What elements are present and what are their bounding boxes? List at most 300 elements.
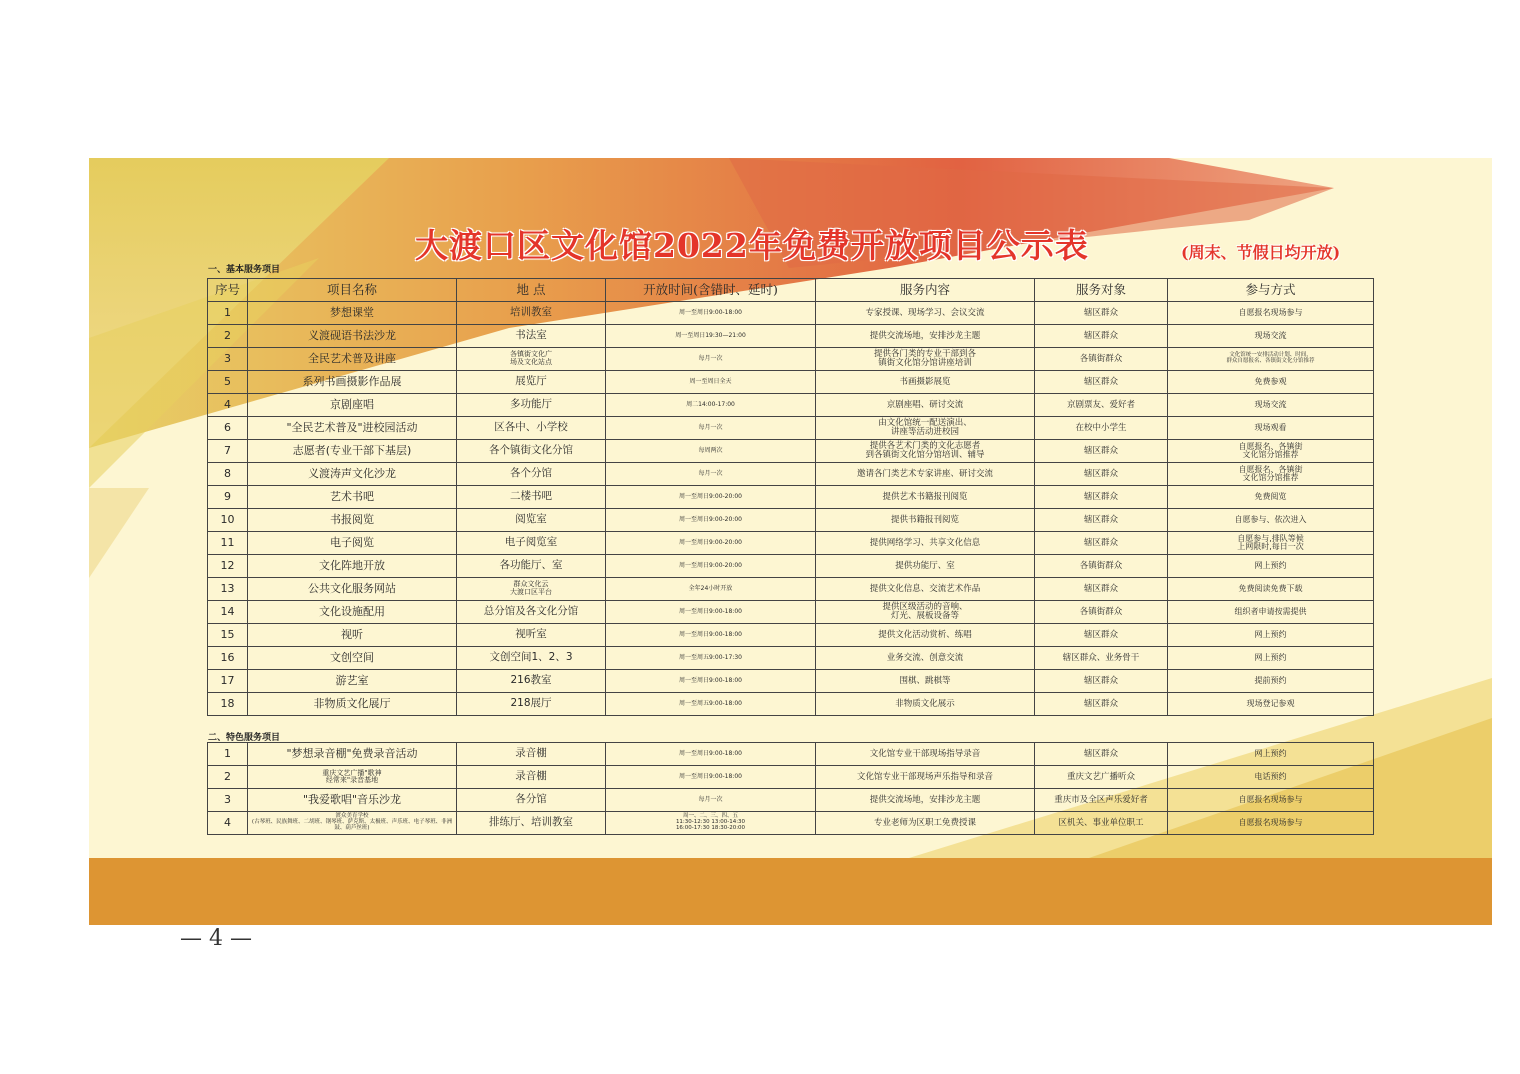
cell-service — [816, 789, 1035, 812]
cell-location — [457, 325, 606, 348]
cell-name — [248, 348, 457, 371]
cell-name — [248, 789, 457, 812]
cell-participation — [1168, 532, 1374, 555]
cell-service — [816, 417, 1035, 440]
cell-audience-text: 重庆市及全区声乐爱好者 — [1054, 794, 1148, 805]
cell-audience — [1035, 486, 1168, 509]
cell-name-text: 京剧座唱 — [330, 398, 374, 412]
cell-location — [457, 693, 606, 716]
cell-participation-text: 免费阅读免费下载 — [1238, 583, 1303, 593]
cell-name-text: 文化阵地开放 — [319, 559, 385, 573]
cell-hours-text: 周一至周日9:00-20:00 — [679, 492, 742, 500]
header-service: 服务内容 — [816, 279, 1035, 302]
cell-audience — [1035, 555, 1168, 578]
cell-participation-text: 提前预约 — [1254, 675, 1287, 685]
cell-hours — [606, 417, 816, 440]
cell-service-text: 邀请各门类艺术专家讲座、研讨交流 — [856, 468, 993, 479]
cell-no-text: 18 — [220, 697, 235, 711]
table-row — [208, 509, 1374, 532]
table-row — [208, 371, 1374, 394]
cell-no — [208, 532, 248, 555]
cell-location — [457, 509, 606, 532]
cell-audience-text: 辖区群众 — [1083, 748, 1118, 759]
cell-no-text: 1 — [224, 747, 231, 761]
cell-audience — [1035, 601, 1168, 624]
cell-participation-text: 自愿报名现场参与 — [1238, 794, 1303, 804]
cell-service — [816, 463, 1035, 486]
cell-participation-text: 免费阅览 — [1254, 491, 1287, 501]
table-row — [208, 486, 1374, 509]
cell-service-text: 文化馆专业干部现场指导录音 — [869, 748, 981, 759]
cell-audience — [1035, 371, 1168, 394]
table-row — [208, 440, 1374, 463]
cell-participation — [1168, 394, 1374, 417]
cell-location-text: 各个镇街文化分馆 — [489, 444, 573, 457]
cell-service-text: 由文化馆统一配送演出、 讲座等活动进校园 — [878, 418, 972, 437]
cell-hours-text: 周一至周日9:00-18:00 — [679, 676, 742, 684]
cell-participation — [1168, 325, 1374, 348]
cell-location-text: 视听室 — [515, 628, 547, 641]
cell-location — [457, 417, 606, 440]
cell-location — [457, 601, 606, 624]
cell-participation-text: 网上预约 — [1254, 652, 1287, 662]
cell-participation-text: 电话预约 — [1254, 771, 1287, 781]
cell-no — [208, 601, 248, 624]
cell-hours — [606, 440, 816, 463]
cell-service — [816, 371, 1035, 394]
cell-name — [248, 463, 457, 486]
cell-participation — [1168, 417, 1374, 440]
cell-participation-text: 组织者申请按需提供 — [1234, 606, 1307, 616]
cell-hours-text: 每周两次 — [698, 446, 723, 454]
poster-board — [89, 158, 1492, 925]
cell-hours-text: 周二14:00-17:00 — [686, 400, 735, 408]
basic-services-table — [207, 278, 1374, 716]
cell-audience-text: 区机关、事业单位职工 — [1058, 817, 1144, 828]
cell-service-text: 提供各艺术门类的文化志愿者 到各镇街文化馆分馆培训、辅导 — [865, 441, 985, 460]
cell-participation — [1168, 348, 1374, 371]
cell-hours — [606, 463, 816, 486]
cell-hours-text: 每月一次 — [698, 469, 723, 477]
cell-name — [248, 647, 457, 670]
cell-no — [208, 693, 248, 716]
cell-location — [457, 486, 606, 509]
cell-name — [248, 394, 457, 417]
cell-name — [248, 601, 457, 624]
cell-name-text: 渡众美育学校 (古琴班、民族舞班、二胡班、钢琴班、萨克斯、太极班、声乐班、电子琴班、非洲鼓、葫芦丝班) — [251, 813, 453, 831]
cell-hours — [606, 578, 816, 601]
cell-location-text: 阅览室 — [515, 513, 547, 526]
cell-hours — [606, 302, 816, 325]
cell-service-text: 提供交流场地，安排沙龙主题 — [869, 330, 981, 341]
cell-location — [457, 766, 606, 789]
cell-service — [816, 486, 1035, 509]
cell-no-text: 2 — [224, 770, 231, 784]
cell-audience-text: 辖区群众、业务骨干 — [1062, 652, 1140, 663]
cell-name — [248, 532, 457, 555]
cell-name — [248, 670, 457, 693]
cell-service — [816, 555, 1035, 578]
table-row — [208, 693, 1374, 716]
cell-location-text: 各个分馆 — [510, 467, 552, 480]
cell-participation — [1168, 463, 1374, 486]
cell-name — [248, 693, 457, 716]
cell-participation-text: 自愿参与、依次进入 — [1234, 514, 1307, 524]
table-header-row — [208, 279, 1374, 302]
cell-audience-text: 辖区群众 — [1083, 629, 1118, 640]
cell-hours-text: 周一至周日9:00-18:00 — [679, 749, 742, 757]
cell-audience-text: 辖区群众 — [1083, 675, 1118, 686]
cell-location-text: 总分馆及各文化分馆 — [483, 605, 579, 618]
cell-audience — [1035, 693, 1168, 716]
cell-hours-text: 全年24小时开放 — [688, 584, 733, 592]
cell-audience-text: 辖区群众 — [1083, 491, 1118, 502]
cell-name — [248, 302, 457, 325]
cell-name — [248, 766, 457, 789]
cell-participation — [1168, 371, 1374, 394]
cell-hours-text: 周一至周日9:00-20:00 — [679, 538, 742, 546]
cell-location-text: 216教室 — [510, 674, 552, 687]
poster-title: 大渡口区文化馆2022年免费开放项目公示表 — [415, 226, 1089, 265]
cell-audience — [1035, 743, 1168, 766]
cell-audience-text: 辖区群众 — [1083, 468, 1118, 479]
cell-no-text: 8 — [224, 467, 231, 481]
cell-participation-text: 自愿报名、各镇街 文化馆分馆推荐 — [1238, 464, 1303, 482]
cell-hours — [606, 601, 816, 624]
cell-name-text: 电子阅览 — [330, 536, 374, 550]
cell-audience — [1035, 417, 1168, 440]
cell-no — [208, 670, 248, 693]
cell-service — [816, 693, 1035, 716]
cell-service-text: 提供文化信息、交流艺术作品 — [869, 583, 981, 594]
cell-audience-text: 辖区群众 — [1083, 698, 1118, 709]
table-row — [208, 394, 1374, 417]
cell-location — [457, 789, 606, 812]
cell-audience-text: 重庆文艺广播听众 — [1066, 771, 1135, 782]
cell-service-text: 非物质文化展示 — [895, 698, 955, 709]
cell-location-text: 电子阅览室 — [504, 536, 558, 549]
cell-location-text: 区各中、小学校 — [494, 421, 568, 434]
cell-hours-text: 周一至周日全天 — [689, 377, 732, 385]
cell-audience-text: 辖区群众 — [1083, 445, 1118, 456]
cell-audience-text: 辖区群众 — [1083, 514, 1118, 525]
cell-hours-text: 周一、二、三、四、五 11:30-12:30 13:00-14:30 16:00-17:30 18:30-20:00 — [675, 813, 746, 831]
cell-service-text: 提供网络学习、共享文化信息 — [869, 537, 981, 548]
cell-no — [208, 766, 248, 789]
cell-participation — [1168, 578, 1374, 601]
table-row — [208, 302, 1374, 325]
cell-service-text: 提供区级活动的音响、 灯光、展板设备等 — [882, 602, 968, 621]
cell-name — [248, 743, 457, 766]
cell-audience — [1035, 302, 1168, 325]
cell-participation-text: 现场观看 — [1254, 422, 1287, 432]
cell-service — [816, 670, 1035, 693]
cell-service-text: 围棋、跳棋等 — [899, 675, 951, 686]
cell-location — [457, 463, 606, 486]
cell-no-text: 9 — [224, 490, 231, 504]
cell-participation-text: 现场交流 — [1254, 399, 1287, 409]
cell-service — [816, 578, 1035, 601]
cell-location-text: 录音棚 — [515, 747, 547, 760]
header-name: 项目名称 — [248, 279, 457, 302]
cell-no-text: 3 — [224, 352, 231, 366]
cell-audience — [1035, 463, 1168, 486]
table-row — [208, 670, 1374, 693]
basic-table-body — [208, 302, 1374, 716]
cell-no — [208, 743, 248, 766]
table-row — [208, 532, 1374, 555]
cell-name — [248, 812, 457, 835]
section-basic-label: 一、基本服务项目 — [208, 265, 281, 275]
cell-audience-text: 辖区群众 — [1083, 307, 1118, 318]
cell-name-text: 视听 — [341, 628, 363, 642]
cell-participation-text: 自愿报名、各镇街 文化馆分馆推荐 — [1238, 441, 1303, 459]
cell-location-text: 218展厅 — [510, 697, 552, 710]
table-row — [208, 348, 1374, 371]
special-table-body — [208, 743, 1374, 835]
cell-location — [457, 555, 606, 578]
cell-name-text: 梦想课堂 — [330, 306, 374, 320]
cell-name — [248, 624, 457, 647]
cell-hours-text: 每月一次 — [698, 354, 723, 362]
cell-hours-text: 周一至周五9:00-17:30 — [679, 653, 742, 661]
poster-subtitle: (周末、节假日均开放) — [1181, 243, 1341, 262]
cell-audience — [1035, 812, 1168, 835]
cell-service-text: 专业老师为区职工免费授课 — [873, 817, 976, 828]
cell-no-text: 16 — [220, 651, 235, 665]
cell-name — [248, 417, 457, 440]
cell-no — [208, 371, 248, 394]
cell-hours-text: 周一至周日9:00-20:00 — [679, 515, 742, 523]
cell-hours — [606, 555, 816, 578]
cell-service-text: 提供交流场地，安排沙龙主题 — [869, 794, 981, 805]
cell-hours-text: 每月一次 — [698, 795, 723, 803]
cell-no-text: 2 — [224, 329, 231, 343]
cell-no — [208, 417, 248, 440]
cell-no-text: 15 — [220, 628, 235, 642]
table-row — [208, 417, 1374, 440]
cell-location-text: 录音棚 — [515, 770, 547, 783]
cell-audience — [1035, 789, 1168, 812]
cell-participation — [1168, 647, 1374, 670]
cell-no-text: 1 — [224, 306, 231, 320]
cell-service — [816, 601, 1035, 624]
cell-audience-text: 各镇街群众 — [1079, 606, 1123, 617]
cell-participation — [1168, 693, 1374, 716]
table-row — [208, 812, 1374, 835]
cell-participation — [1168, 486, 1374, 509]
cell-location — [457, 394, 606, 417]
cell-location-text: 培训教室 — [510, 306, 552, 319]
header-location: 地 点 — [457, 279, 606, 302]
cell-hours-text: 周一至周日9:00-20:00 — [679, 561, 742, 569]
table-row — [208, 624, 1374, 647]
cell-participation — [1168, 440, 1374, 463]
cell-audience — [1035, 647, 1168, 670]
cell-participation — [1168, 601, 1374, 624]
cell-no-text: 17 — [220, 674, 235, 688]
cell-service-text: 提供书籍报刊阅览 — [890, 514, 959, 525]
cell-hours — [606, 670, 816, 693]
cell-service — [816, 766, 1035, 789]
cell-no — [208, 578, 248, 601]
cell-name-text: "我爱歌唱"音乐沙龙 — [302, 793, 402, 807]
cell-audience — [1035, 766, 1168, 789]
cell-no-text: 7 — [224, 444, 231, 458]
cell-no — [208, 348, 248, 371]
cell-participation — [1168, 789, 1374, 812]
cell-name — [248, 578, 457, 601]
cell-location — [457, 302, 606, 325]
cell-no — [208, 647, 248, 670]
cell-audience — [1035, 325, 1168, 348]
cell-participation — [1168, 302, 1374, 325]
cell-name-text: 文化设施配用 — [319, 605, 385, 619]
cell-audience-text: 辖区群众 — [1083, 376, 1118, 387]
cell-location — [457, 348, 606, 371]
table-row — [208, 555, 1374, 578]
cell-no-text: 14 — [220, 605, 235, 619]
cell-location-text: 各功能厅、室 — [499, 559, 563, 572]
section-special-label: 二、特色服务项目 — [208, 733, 281, 743]
table-row — [208, 601, 1374, 624]
cell-participation — [1168, 812, 1374, 835]
cell-hours — [606, 766, 816, 789]
cell-participation-text: 网上预约 — [1254, 560, 1287, 570]
cell-hours — [606, 624, 816, 647]
cell-no — [208, 325, 248, 348]
table-row — [208, 789, 1374, 812]
cell-hours-text: 周一至周日9:00-18:00 — [679, 772, 742, 780]
cell-no-text: 4 — [224, 398, 231, 412]
cell-audience — [1035, 509, 1168, 532]
table-row — [208, 647, 1374, 670]
cell-hours-text: 每月一次 — [698, 423, 723, 431]
cell-participation-text: 自愿报名现场参与 — [1238, 307, 1303, 317]
cell-location-text: 二楼书吧 — [510, 490, 552, 503]
cell-name-text: 志愿者(专业干部下基层) — [292, 444, 412, 458]
cell-name-text: 义渡砚语书法沙龙 — [308, 329, 396, 343]
cell-hours — [606, 325, 816, 348]
cell-participation — [1168, 743, 1374, 766]
cell-service — [816, 812, 1035, 835]
cell-no-text: 5 — [224, 375, 231, 389]
cell-location — [457, 812, 606, 835]
cell-participation-text: 网上预约 — [1254, 629, 1287, 639]
cell-hours — [606, 348, 816, 371]
cell-service — [816, 348, 1035, 371]
cell-hours-text: 周一至周日9:00-18:00 — [679, 308, 742, 316]
cell-participation — [1168, 555, 1374, 578]
cell-name-text: 全民艺术普及讲座 — [308, 352, 396, 366]
cell-service — [816, 325, 1035, 348]
cell-location — [457, 647, 606, 670]
cell-participation-text: 免费参观 — [1254, 376, 1287, 386]
cell-location — [457, 670, 606, 693]
cell-hours — [606, 532, 816, 555]
cell-service-text: 文化馆专业干部现场声乐指导和录音 — [856, 771, 993, 782]
header-participation: 参与方式 — [1168, 279, 1374, 302]
cell-hours — [606, 371, 816, 394]
table-row — [208, 463, 1374, 486]
cell-audience — [1035, 532, 1168, 555]
cell-audience — [1035, 394, 1168, 417]
cell-location-text: 各分馆 — [515, 793, 547, 806]
cell-audience — [1035, 440, 1168, 463]
cell-location-text: 展览厅 — [515, 375, 547, 388]
cell-name — [248, 440, 457, 463]
cell-audience-text: 京剧票友、爱好者 — [1066, 399, 1135, 410]
cell-audience — [1035, 348, 1168, 371]
cell-hours-text: 周一至周日9:00-18:00 — [679, 607, 742, 615]
cell-no-text: 13 — [220, 582, 235, 596]
cell-no — [208, 624, 248, 647]
cell-hours-text: 周一至周五9:00-18:00 — [679, 699, 742, 707]
cell-audience-text: 在校中小学生 — [1075, 422, 1127, 433]
cell-service — [816, 624, 1035, 647]
cell-service — [816, 532, 1035, 555]
cell-hours — [606, 647, 816, 670]
cell-no — [208, 394, 248, 417]
cell-no — [208, 486, 248, 509]
cell-name — [248, 509, 457, 532]
table-row — [208, 743, 1374, 766]
cell-audience — [1035, 624, 1168, 647]
cell-name — [248, 325, 457, 348]
cell-no-text: 11 — [220, 536, 235, 550]
special-services-table — [207, 742, 1374, 835]
cell-no-text: 4 — [224, 816, 231, 830]
cell-location-text: 书法室 — [515, 329, 547, 342]
cell-name-text: "全民艺术普及"进校园活动 — [286, 421, 418, 435]
cell-no-text: 6 — [224, 421, 231, 435]
header-hours: 开放时间(含错时、延时) — [606, 279, 816, 302]
cell-service — [816, 743, 1035, 766]
cell-name-text: 重庆文艺广播"歌神 经常来"录音基地 — [322, 768, 382, 784]
cell-location-text: 文创空间1、2、3 — [489, 651, 573, 664]
cell-hours — [606, 693, 816, 716]
cell-participation — [1168, 624, 1374, 647]
cell-name-text: 艺术书吧 — [330, 490, 374, 504]
cell-service-text: 书画摄影展览 — [899, 376, 951, 387]
page-number: — 4 — — [180, 926, 252, 951]
cell-service — [816, 394, 1035, 417]
cell-name — [248, 371, 457, 394]
cell-service-text: 提供功能厅、室 — [895, 560, 955, 571]
cell-audience — [1035, 578, 1168, 601]
cell-audience-text: 各镇街群众 — [1079, 353, 1123, 364]
cell-no-text: 3 — [224, 793, 231, 807]
cell-service-text: 专家授课、现场学习、会议交流 — [865, 307, 985, 318]
cell-service-text: 业务交流、创意交流 — [886, 652, 964, 663]
cell-no — [208, 555, 248, 578]
cell-hours-text: 周一至周日9:00-18:00 — [679, 630, 742, 638]
cell-name-text: "梦想录音棚"免费录音活动 — [286, 747, 418, 761]
cell-service — [816, 440, 1035, 463]
cell-audience-text: 辖区群众 — [1083, 537, 1118, 548]
cell-location-text: 群众文化云 大渡口区平台 — [510, 580, 552, 596]
cell-name-text: 书报阅览 — [330, 513, 374, 527]
cell-participation-text: 自愿参与,排队等候 上网限时,每日一次 — [1237, 533, 1304, 551]
cell-hours-text: 周一至周日19:30—21:00 — [675, 331, 746, 339]
table-row — [208, 578, 1374, 601]
cell-name-text: 系列书画摄影作品展 — [302, 375, 402, 389]
cell-no-text: 12 — [220, 559, 235, 573]
cell-location — [457, 440, 606, 463]
cell-location — [457, 743, 606, 766]
cell-name-text: 游艺室 — [335, 674, 369, 688]
table-row — [208, 325, 1374, 348]
